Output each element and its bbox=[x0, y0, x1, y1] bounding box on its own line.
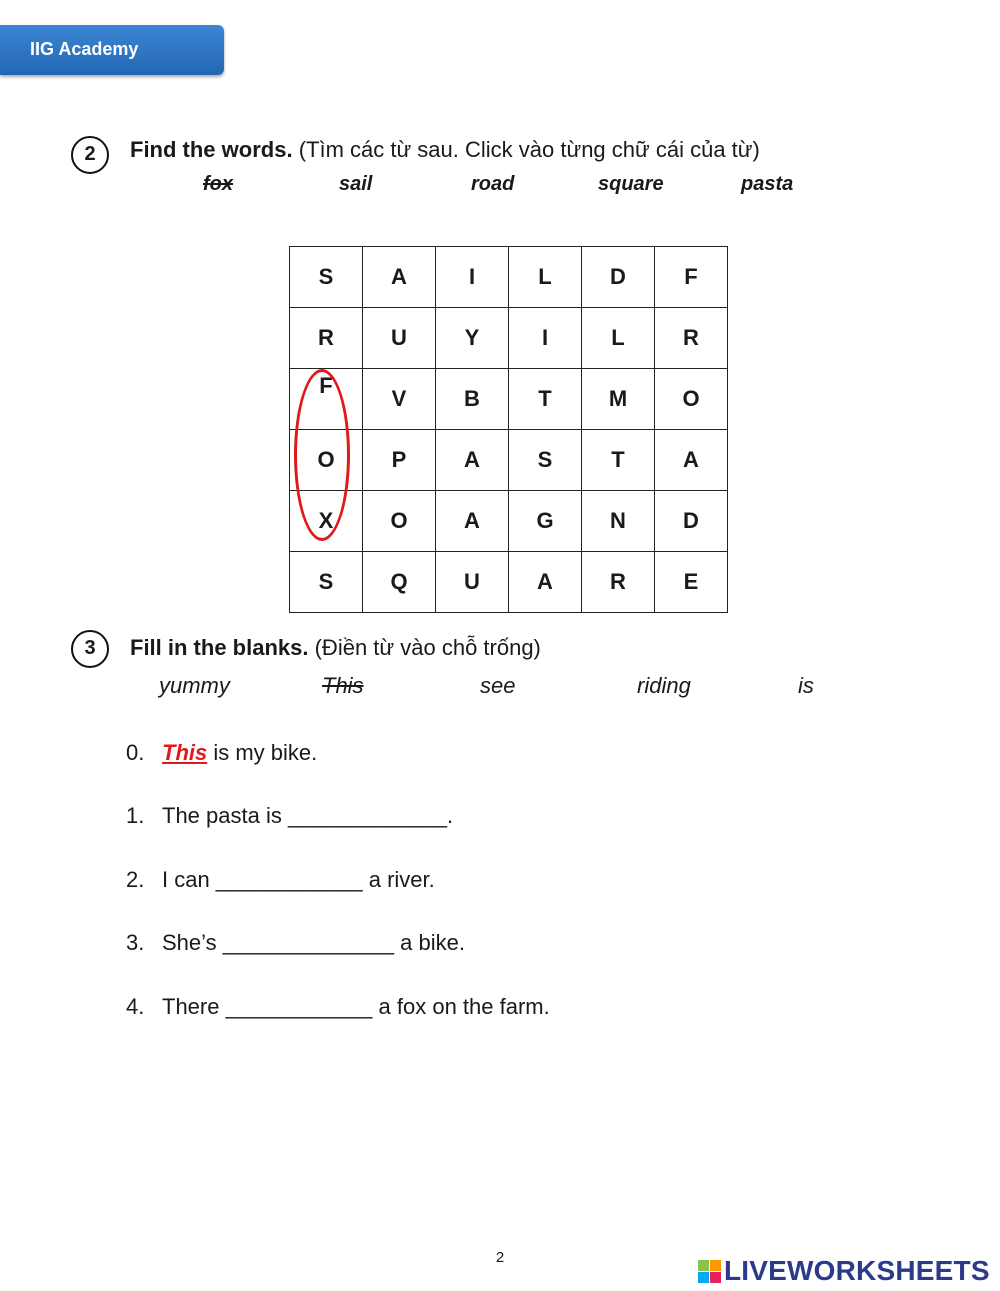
grid-letter[interactable]: F bbox=[290, 369, 363, 430]
grid-letter[interactable]: O bbox=[363, 491, 436, 552]
grid-letter[interactable]: L bbox=[509, 247, 582, 308]
grid-letter[interactable]: T bbox=[582, 430, 655, 491]
grid-letter[interactable]: A bbox=[655, 430, 728, 491]
word-bank-item: pasta bbox=[741, 173, 794, 195]
grid-letter[interactable]: Q bbox=[363, 552, 436, 613]
grid-letter[interactable]: M bbox=[582, 369, 655, 430]
grid-letter[interactable]: A bbox=[436, 430, 509, 491]
item-text: is my bike. bbox=[207, 740, 318, 765]
grid-letter[interactable]: S bbox=[290, 247, 363, 308]
grid-letter[interactable]: N bbox=[582, 491, 655, 552]
section-3-heading bbox=[130, 635, 541, 661]
grid-letter[interactable]: F bbox=[655, 247, 728, 308]
section-2-instruction: (Tìm các từ sau. Click vào từng chữ cái của từ) bbox=[298, 137, 760, 162]
logo-block bbox=[710, 1260, 721, 1271]
grid-letter[interactable]: A bbox=[436, 491, 509, 552]
exercise-item-0 bbox=[126, 740, 317, 766]
section-2-number: 2 bbox=[71, 136, 109, 174]
word-bank-item: sail bbox=[339, 173, 373, 195]
grid-row bbox=[290, 308, 728, 369]
grid-row bbox=[290, 369, 728, 430]
grid-letter[interactable]: T bbox=[509, 369, 582, 430]
grid-row bbox=[290, 430, 728, 491]
item-text[interactable]: There ____________ a fox on the farm. bbox=[162, 994, 550, 1019]
grid-letter[interactable]: I bbox=[509, 308, 582, 369]
grid-letter[interactable]: E bbox=[655, 552, 728, 613]
grid-letter[interactable]: Y bbox=[436, 308, 509, 369]
grid-letter[interactable]: A bbox=[363, 247, 436, 308]
page-number: 2 bbox=[495, 1249, 505, 1266]
grid-letter[interactable]: D bbox=[655, 491, 728, 552]
grid-row bbox=[290, 491, 728, 552]
section-3-number: 3 bbox=[71, 630, 109, 668]
section-2-title: Find the words. bbox=[130, 137, 293, 162]
word-bank-item: road bbox=[471, 173, 515, 195]
grid-letter[interactable]: O bbox=[655, 369, 728, 430]
grid-row bbox=[290, 247, 728, 308]
section-3-title: Fill in the blanks. bbox=[130, 635, 309, 660]
item-text[interactable]: The pasta is _____________. bbox=[162, 803, 454, 828]
grid-letter[interactable]: S bbox=[509, 430, 582, 491]
logo-block bbox=[710, 1272, 721, 1283]
section-2-heading bbox=[130, 137, 760, 163]
grid-letter[interactable]: A bbox=[509, 552, 582, 613]
example-answer: This bbox=[162, 740, 208, 765]
grid-letter[interactable]: L bbox=[582, 308, 655, 369]
liveworksheets-logo bbox=[698, 1254, 990, 1288]
grid-letter[interactable]: R bbox=[582, 552, 655, 613]
word-bank-item: This bbox=[322, 673, 364, 698]
grid-letter[interactable]: U bbox=[436, 552, 509, 613]
word-bank-item: fox bbox=[203, 173, 233, 195]
word-search-grid bbox=[289, 246, 728, 613]
grid-letter[interactable]: V bbox=[363, 369, 436, 430]
exercise-item-2[interactable] bbox=[126, 867, 435, 893]
academy-tab: IIG Academy bbox=[0, 25, 224, 75]
item-number: 0. bbox=[126, 740, 145, 765]
grid-letter[interactable]: X bbox=[290, 491, 363, 552]
word-bank-item: square bbox=[598, 173, 664, 195]
grid-row bbox=[290, 552, 728, 613]
item-number: 3. bbox=[126, 930, 145, 955]
exercise-item-1[interactable] bbox=[126, 803, 453, 829]
logo-block bbox=[698, 1260, 709, 1271]
word-bank-item: is bbox=[798, 673, 814, 698]
grid-letter[interactable]: P bbox=[363, 430, 436, 491]
grid-letter[interactable]: B bbox=[436, 369, 509, 430]
word-bank-item: riding bbox=[637, 673, 691, 698]
section-3-instruction: (Điền từ vào chỗ trống) bbox=[314, 635, 541, 660]
item-number: 4. bbox=[126, 994, 145, 1019]
grid-letter[interactable]: R bbox=[655, 308, 728, 369]
exercise-item-3[interactable] bbox=[126, 930, 465, 956]
logo-text: LIVEWORKSHEETS bbox=[724, 1255, 990, 1286]
logo-blocks-icon bbox=[698, 1260, 721, 1283]
logo-block bbox=[698, 1272, 709, 1283]
grid-letter[interactable]: D bbox=[582, 247, 655, 308]
item-number: 1. bbox=[126, 803, 145, 828]
item-number: 2. bbox=[126, 867, 145, 892]
grid-letter[interactable]: G bbox=[509, 491, 582, 552]
item-text[interactable]: I can ____________ a river. bbox=[162, 867, 435, 892]
grid-letter[interactable]: S bbox=[290, 552, 363, 613]
grid-letter[interactable]: R bbox=[290, 308, 363, 369]
grid-letter[interactable]: I bbox=[436, 247, 509, 308]
grid-letter[interactable]: U bbox=[363, 308, 436, 369]
grid-letter[interactable]: O bbox=[290, 430, 363, 491]
exercise-item-4[interactable] bbox=[126, 994, 550, 1020]
word-bank-item: yummy bbox=[159, 673, 230, 698]
word-bank-item: see bbox=[480, 673, 516, 698]
item-text[interactable]: She’s ______________ a bike. bbox=[162, 930, 465, 955]
